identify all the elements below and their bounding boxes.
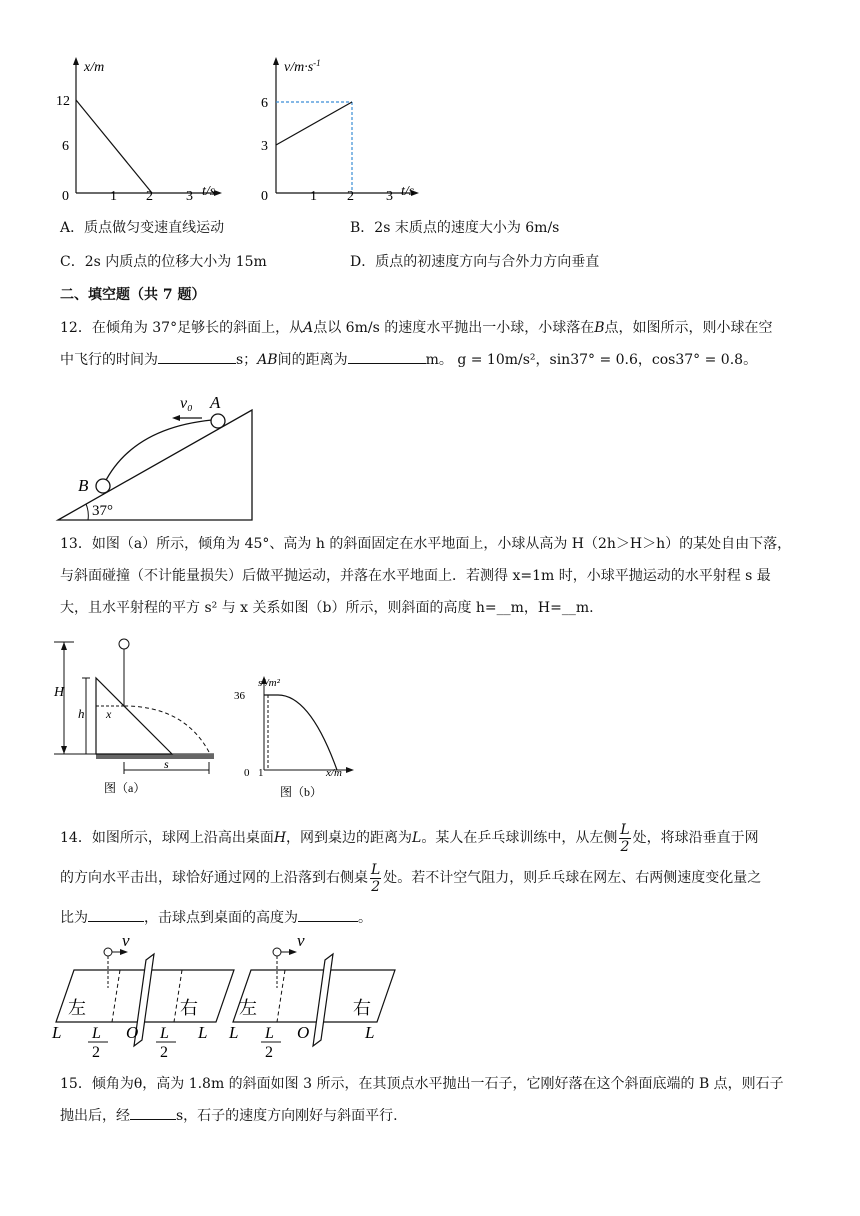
label-v: v bbox=[122, 931, 130, 950]
table-tennis-figure-left bbox=[50, 930, 235, 1060]
label-b: B bbox=[78, 476, 89, 495]
graph2-ytick-6: 6 bbox=[261, 96, 268, 111]
x-t-graph bbox=[40, 55, 230, 215]
graph1-ytick-12: 12 bbox=[56, 94, 70, 109]
label-left: 左 bbox=[68, 998, 86, 1018]
label-H: H bbox=[54, 685, 65, 700]
graph1-xtick-2: 2 bbox=[146, 189, 153, 204]
label-s: s bbox=[164, 757, 169, 771]
graph1-ylabel: x/m bbox=[84, 60, 105, 75]
incline-figure-12 bbox=[52, 388, 267, 528]
ball-a bbox=[211, 414, 225, 428]
graph2-ylabel: $v/m\cdot s^{-1}$ bbox=[284, 58, 321, 75]
label-h: h bbox=[78, 706, 85, 721]
label-v0: v₀ bbox=[180, 395, 193, 412]
fraction-l-over-2: $\frac{L}{2}$ bbox=[620, 821, 630, 855]
graph2-xtick-3: 3 bbox=[386, 189, 393, 204]
answer-blank-14a[interactable] bbox=[88, 905, 144, 922]
graph2-xtick-2: 2 bbox=[347, 189, 354, 204]
figb-xlabel: x/m bbox=[326, 767, 342, 779]
svg-text:O: O bbox=[126, 1023, 139, 1042]
figure-13b bbox=[230, 672, 360, 802]
option-d: D．质点的初速度方向与合外力方向垂直 bbox=[350, 254, 600, 270]
answer-blank-14b[interactable] bbox=[298, 905, 358, 922]
caption-b: 图（b） bbox=[280, 785, 323, 799]
svg-text:L: L bbox=[52, 1023, 62, 1042]
label-right: 右 bbox=[180, 998, 198, 1018]
svg-text:L: L bbox=[160, 1025, 169, 1042]
graph1-xtick-3: 3 bbox=[186, 189, 193, 204]
svg-text:左: 左 bbox=[239, 998, 257, 1018]
label-a: A bbox=[210, 393, 221, 412]
svg-text:2: 2 bbox=[265, 1044, 273, 1060]
graph1-xtick-1: 1 bbox=[110, 189, 117, 204]
answer-blank-12b[interactable] bbox=[348, 347, 426, 364]
graph1-ytick-6: 6 bbox=[62, 139, 69, 154]
svg-text:2: 2 bbox=[92, 1044, 100, 1060]
falling-ball bbox=[119, 639, 129, 649]
svg-text:L: L bbox=[92, 1025, 101, 1042]
graph2-ytick-3: 3 bbox=[261, 139, 268, 154]
svg-text:L: L bbox=[198, 1023, 208, 1042]
figb-ytick: 36 bbox=[234, 690, 245, 702]
svg-text:右: 右 bbox=[353, 998, 371, 1018]
label-x: x bbox=[106, 707, 112, 721]
graph2-xlabel: t/s bbox=[401, 184, 415, 199]
answer-blank-15[interactable] bbox=[130, 1103, 176, 1120]
question-12: 12．在倾角为 37°足够长的斜面上，从A点以 6m/s 的速度水平抛出一小球，小球落在B点，如图所示，则小球在空 中飞行的时间为 s；AB间的距离为 m。 g = 10m/s²，sin37° = 0.6，cos37° = 0.8。 bbox=[60, 320, 773, 368]
figb-xtick1: 1 bbox=[258, 767, 264, 779]
x-t-line bbox=[76, 100, 152, 193]
figure-13a bbox=[44, 632, 224, 802]
svg-text:L: L bbox=[365, 1023, 375, 1042]
graph2-ytick-0: 0 bbox=[261, 189, 268, 204]
table-tennis-figure-right bbox=[225, 930, 410, 1060]
svg-text:L: L bbox=[265, 1025, 274, 1042]
question-13: 13．如图（a）所示，倾角为 45°、高为 h 的斜面固定在水平地面上，小球从高为 H（2h＞H＞h）的某处自由下落， 与斜面碰撞（不计能量损失）后做平抛运动，并落在水平地面上．若测得 x=1m 时，小球平抛运动的水平射程 s 最 大，且水平射程的平方 s² 与 x 关系如图（b）所示，则斜面的高度 h=__m，H=__m. bbox=[60, 536, 792, 616]
question-14: 14．如图所示，球网上沿高出桌面H，网到桌边的距离为L。某人在乒乓球训练中，从左侧 $\frac{L}{2}$ 处，将球沿垂直于网 的方向水平击出，球恰好通过网的上沿落到右侧桌 $\frac{L}{2}$ 处。若不计空气阻力，则乒乓球在网左、右两侧速度变化量之 比为 ，击球点到桌面的高度为 。 bbox=[60, 821, 762, 926]
section-heading: 二、填空题（共 7 题） bbox=[60, 287, 206, 303]
svg-text:2: 2 bbox=[160, 1044, 168, 1060]
svg-text:O: O bbox=[297, 1023, 310, 1042]
figb-ylabel: s²/m² bbox=[258, 677, 280, 689]
graph1-xlabel: t/s bbox=[202, 184, 216, 199]
fraction-l-over-2: $\frac{L}{2}$ bbox=[371, 861, 381, 895]
question-15: 15．倾角为θ，高为 1.8m 的斜面如图 3 所示，在其顶点水平抛出一石子，它刚好落在这个斜面底端的 B 点，则石子 抛出后，经 s，石子的速度方向刚好与斜面平行. bbox=[60, 1076, 784, 1124]
v-t-line bbox=[276, 102, 352, 145]
option-b: B．2s 末质点的速度大小为 6m/s bbox=[350, 220, 560, 236]
svg-text:L: L bbox=[229, 1023, 239, 1042]
graph1-ytick-0: 0 bbox=[62, 189, 69, 204]
svg-text:v: v bbox=[297, 931, 305, 950]
figb-xtick0: 0 bbox=[244, 767, 250, 779]
v-t-graph bbox=[255, 55, 445, 215]
option-c: C．2s 内质点的位移大小为 15m bbox=[60, 254, 267, 270]
label-angle: 37° bbox=[92, 503, 113, 519]
graph2-xtick-1: 1 bbox=[310, 189, 317, 204]
caption-a: 图（a） bbox=[104, 781, 146, 795]
answer-blank-12a[interactable] bbox=[158, 347, 236, 364]
option-a: A．质点做匀变速直线运动 bbox=[60, 220, 225, 236]
ball-b bbox=[96, 479, 110, 493]
